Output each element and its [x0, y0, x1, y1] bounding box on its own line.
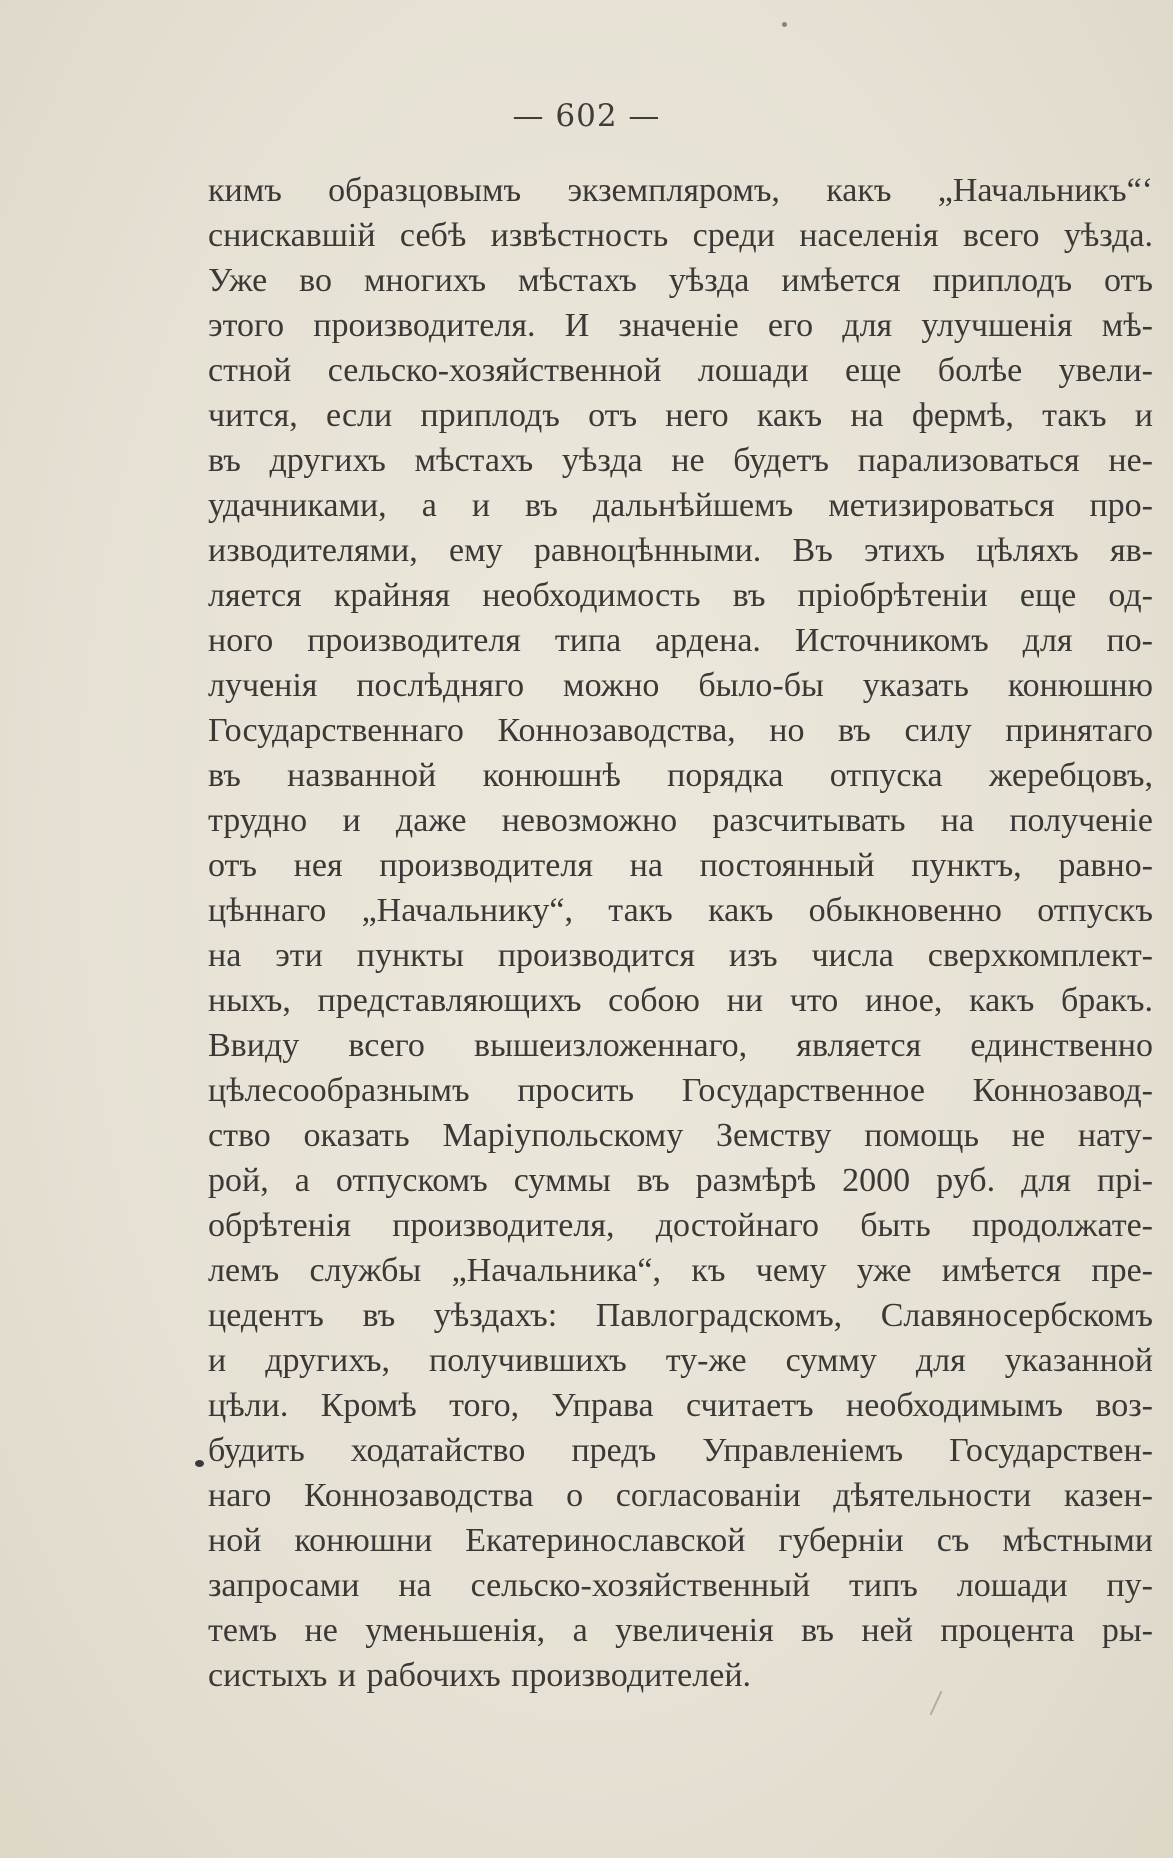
text-line: ляется крайняя необходимость въ пріобрѣтеніи еще од- [208, 577, 1153, 614]
text-line: стной сельско-хозяйственной лошади еще болѣе увели- [208, 352, 1153, 389]
text-line: запросами на сельско-хозяйственный типъ лошади пу- [208, 1567, 1153, 1604]
text-line: Уже во многихъ мѣстахъ уѣзда имѣется приплодъ отъ [208, 262, 1153, 299]
text-line: снискавшій себѣ извѣстность среди населенія всего уѣзда. [208, 217, 1153, 254]
text-line: будить ходатайство предъ Управленіемъ Государствен- [208, 1432, 1153, 1469]
text-line: Государственнаго Коннозаводства, но въ силу принятаго [208, 712, 1153, 749]
text-line: въ другихъ мѣстахъ уѣзда не будетъ парализоваться не- [208, 442, 1153, 479]
text-line: изводителями, ему равноцѣнными. Въ этихъ цѣляхъ яв- [208, 532, 1153, 569]
page-number: — 602 — [512, 98, 661, 134]
text-line: въ названной конюшнѣ порядка отпуска жеребцовъ, [208, 757, 1153, 794]
text-line: и другихъ, получившихъ ту-же сумму для указанной [208, 1342, 1153, 1379]
text-line: систыхъ и рабочихъ производителей. [208, 1657, 752, 1694]
text-line: лемъ службы „Начальника“, къ чему уже имѣется пре- [208, 1252, 1153, 1289]
text-line: ной конюшни Екатеринославской губерніи съ мѣстными [208, 1522, 1153, 1559]
text-line: ство оказать Маріупольскому Земству помощь не нату- [208, 1117, 1153, 1154]
text-line: цедентъ въ уѣздахъ: Павлоградскомъ, Славяносербскомъ [208, 1297, 1153, 1334]
text-line: удачниками, а и въ дальнѣйшемъ метизироваться про- [208, 487, 1153, 524]
text-line: темъ не уменьшенія, а увеличенія въ ней процента ры- [208, 1612, 1153, 1649]
body-text [208, 168, 1153, 1698]
text-line: этого производителя. И значеніе его для улучшенія мѣ- [208, 307, 1153, 344]
text-line: на эти пункты производится изъ числа сверхкомплект- [208, 937, 1153, 974]
text-line: рой, а отпускомъ суммы въ размѣрѣ 2000 руб. для прі- [208, 1162, 1153, 1199]
text-line: трудно и даже невозможно разсчитывать на полученіе [208, 802, 1153, 839]
text-line: ныхъ, представляющихъ собою ни что иное, какъ бракъ. [208, 982, 1153, 1019]
text-line: ного производителя типа ардена. Источникомъ для по- [208, 622, 1153, 659]
text-line: кимъ образцовымъ экземпляромъ, какъ „Начальникъ“‘ [208, 172, 1153, 209]
text-line: отъ нея производителя на постоянный пунктъ, равно- [208, 847, 1153, 884]
text-line: наго Коннозаводства о согласованіи дѣятельности казен- [208, 1477, 1153, 1514]
ink-speck [782, 22, 787, 27]
text-line: лученія послѣдняго можно было-бы указать конюшню [208, 667, 1153, 704]
text-line: цѣли. Кромѣ того, Управа считаетъ необходимымъ воз- [208, 1387, 1153, 1424]
text-line: цѣлесообразнымъ просить Государственное Коннозавод- [208, 1072, 1153, 1109]
text-line: цѣннаго „Начальнику“, такъ какъ обыкновенно отпускъ [208, 892, 1153, 929]
text-line: обрѣтенія производителя, достойнаго быть продолжате- [208, 1207, 1153, 1244]
text-line: Ввиду всего вышеизложеннаго, является единственно [208, 1027, 1153, 1064]
text-line: чится, если приплодъ отъ него какъ на фермѣ, такъ и [208, 397, 1153, 434]
margin-ink-dot [195, 1460, 204, 1467]
